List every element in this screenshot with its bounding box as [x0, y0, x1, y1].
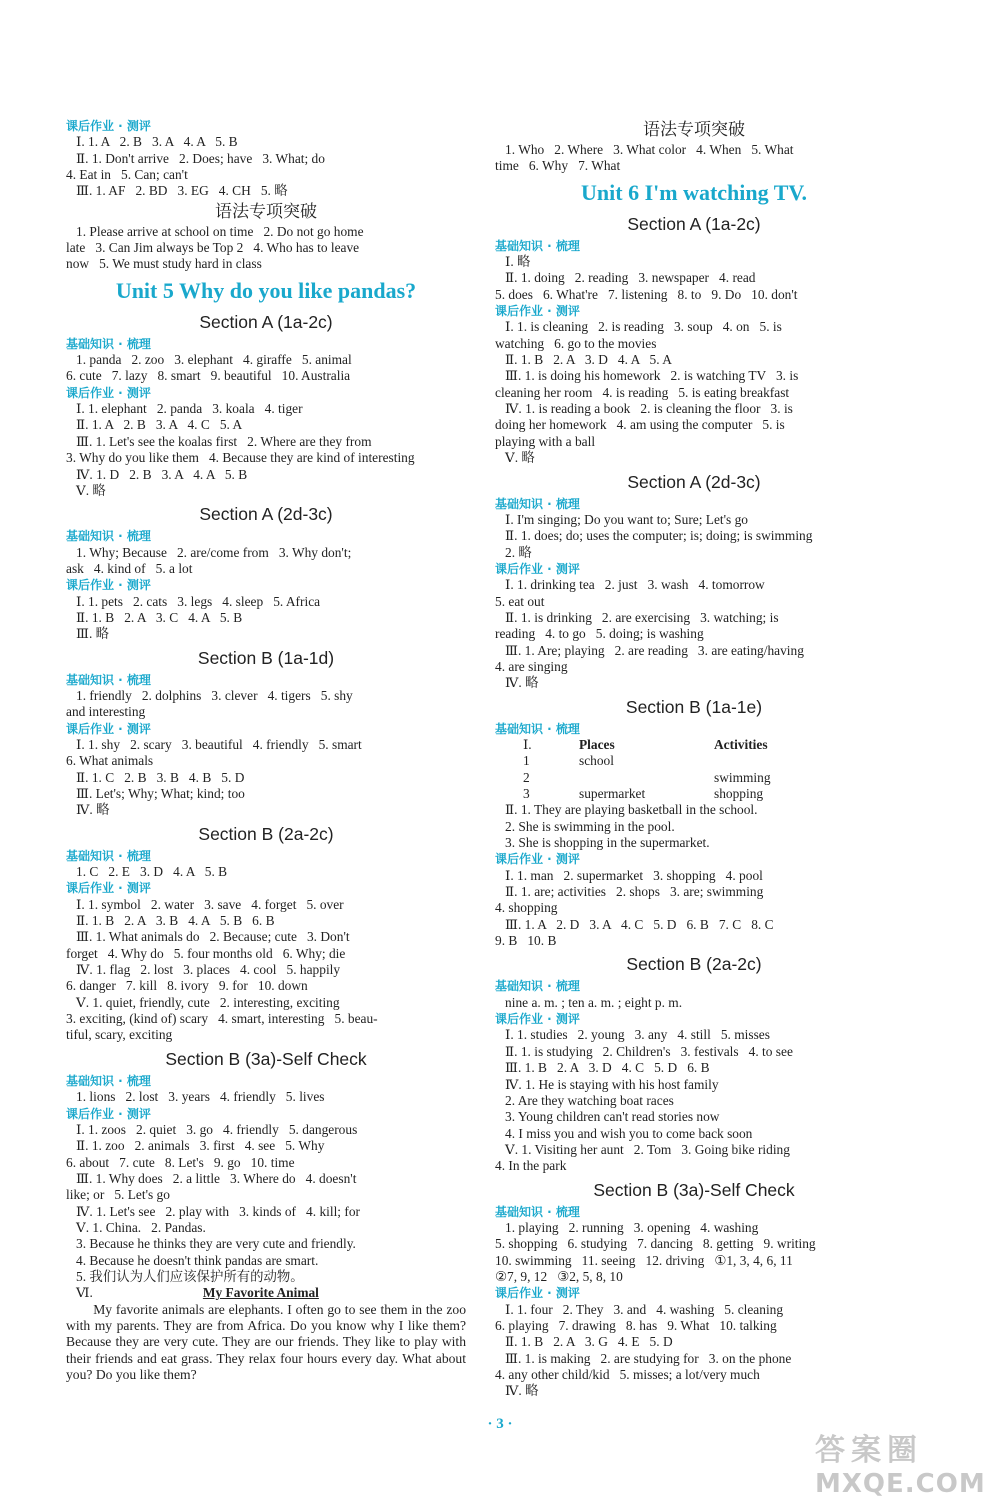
answer-line: 3. She is shopping in the supermarket.: [495, 835, 710, 851]
answer-line: Ⅲ. 1. AF 2. BD 3. EG 4. CH 5. 略: [66, 183, 288, 199]
answer-line: forget 4. Why do 5. four months old 6. Why; die: [66, 945, 346, 961]
answer-line: 1. C 2. E 3. D 4. A 5. B: [66, 864, 228, 880]
answer-line: Ⅰ. 1. shy 2. scary 3. beautiful 4. friendly 5. smart: [66, 736, 362, 752]
answer-line: Ⅱ. 1. A 2. B 3. A 4. C 5. A: [66, 417, 243, 433]
answer-line: Ⅳ. 1. D 2. B 3. A 4. A 5. B: [66, 466, 248, 482]
answer-line: Ⅰ. 1. zoos 2. quiet 3. go 4. friendly 5. dangerous: [66, 1121, 358, 1137]
answer-line: Ⅱ. 1. does; do; uses the computer; is; doing; is swimming: [495, 528, 813, 544]
answer-line: Ⅲ. 1. A 2. D 3. A 4. C 5. D 6. B 7. C 8. C: [495, 916, 774, 932]
page-number: · 3 ·: [487, 1416, 513, 1432]
answer-line: 4. are singing: [495, 658, 568, 674]
answer-line: Ⅳ. 1. He is staying with his host family: [495, 1076, 719, 1092]
answer-line: Ⅱ. 1. zoo 2. animals 3. first 4. see 5. Why: [66, 1138, 325, 1154]
answer-line: 6. What animals: [66, 753, 154, 769]
answer-line: Ⅲ. 1. What animals do 2. Because; cute 3. Don't: [66, 929, 350, 945]
section-heading: Section A (2d-3c): [199, 504, 333, 525]
section-heading: Section A (2d-3c): [627, 471, 761, 492]
section-heading: Section B (3a)-Self Check: [165, 1048, 367, 1069]
table-cell: shopping: [714, 786, 764, 801]
table-cell: 2: [523, 769, 530, 785]
section-heading: Section A (1a-2c): [199, 311, 333, 332]
table-cell: 1: [523, 753, 530, 769]
answer-line: Ⅱ. 1. is studying 2. Children's 3. festivals 4. to see: [495, 1043, 793, 1059]
answer-line: Ⅴ. 略: [495, 450, 535, 466]
answer-line: Ⅲ. 1. Let's see the koalas first 2. Where are they from: [66, 433, 372, 449]
category-tag: 基础知识 · 梳理: [495, 979, 580, 994]
table-row: [495, 786, 893, 802]
answer-line: 3. Young children can't read stories now: [495, 1109, 720, 1125]
answer-line: 2. Are they watching boat races: [495, 1092, 674, 1108]
table-cell: 3: [523, 786, 530, 801]
unit-title: Unit 5 Why do you like pandas?: [115, 277, 417, 303]
category-tag: 基础知识 · 梳理: [66, 529, 151, 544]
answer-line: Ⅰ. 1. four 2. They 3. and 4. washing 5. cleaning: [495, 1301, 784, 1317]
table-cell: supermarket: [579, 786, 646, 801]
category-tag: 课后作业 · 测评: [66, 721, 151, 736]
answer-line: Ⅲ. 略: [66, 626, 110, 642]
answer-line: Ⅱ. 1. C 2. B 3. B 4. B 5. D: [66, 769, 245, 785]
answer-line: tiful, scary, exciting: [66, 1027, 173, 1043]
unit-title: Unit 6 I'm watching TV.: [581, 179, 807, 205]
answer-line: Ⅱ. 1. doing 2. reading 3. newspaper 4. read: [495, 270, 756, 286]
answer-line: 4. In the park: [495, 1158, 567, 1174]
category-tag: 基础知识 · 梳理: [66, 1073, 151, 1088]
category-tag: 基础知识 · 梳理: [495, 1204, 580, 1219]
answer-line: Ⅲ. 1. B 2. A 3. D 4. C 5. D 6. B: [495, 1060, 710, 1076]
answer-line: 6. playing 7. drawing 8. has 9. What 10. talking: [495, 1317, 777, 1333]
answer-line: Ⅳ. 1. flag 2. lost 3. places 4. cool 5. happily: [66, 962, 341, 978]
category-tag: 基础知识 · 梳理: [66, 848, 151, 863]
answer-line: 5. 我们认为人们应该保护所有的动物。: [66, 1268, 304, 1284]
category-tag: 基础知识 · 梳理: [66, 336, 151, 351]
answer-line: Ⅴ. 1. quiet, friendly, cute 2. interesting, exciting: [66, 994, 340, 1010]
answer-line: Ⅰ. 1. A 2. B 3. A 4. A 5. B: [66, 134, 238, 150]
table-cell: Ⅰ.: [523, 736, 532, 752]
table-cell: [714, 753, 834, 769]
answer-line: now 5. We must study hard in class: [66, 256, 262, 272]
answer-line: like; or 5. Let's go: [66, 1187, 170, 1203]
answer-line: Ⅲ. Let's; Why; What; kind; too: [66, 786, 245, 801]
answer-line: late 3. Can Jim always be Top 2 4. Who has to leave: [66, 240, 360, 256]
answer-line: Ⅳ. 略: [495, 675, 539, 691]
answer-line: Ⅰ. 1. elephant 2. panda 3. koala 4. tiger: [66, 401, 303, 417]
answer-line: 1. lions 2. lost 3. years 4. friendly 5. lives: [66, 1089, 325, 1105]
answer-line: cleaning her room 4. is reading 5. is eating breakfast: [495, 384, 790, 400]
answer-line: 4. shopping: [495, 900, 558, 916]
watermark-url: MXQE.COM: [815, 1469, 986, 1499]
answer-line: watching 6. go to the movies: [495, 335, 657, 351]
grammar-heading: 语法专项突破: [643, 120, 745, 140]
category-tag: 课后作业 · 测评: [66, 385, 151, 400]
answer-line: Ⅰ. 1. symbol 2. water 3. save 4. forget 5. over: [66, 896, 344, 912]
answer-line: Ⅱ. 1. They are playing basketball in the school.: [495, 802, 758, 818]
section-heading: Section B (1a-1d): [197, 647, 335, 668]
answer-line: Ⅰ. 1. drinking tea 2. just 3. wash 4. tomorrow: [495, 577, 765, 593]
answer-line: 9. B 10. B: [495, 933, 557, 949]
table-cell: school: [579, 753, 614, 769]
table-row: [495, 770, 893, 786]
answer-line: and interesting: [66, 704, 146, 720]
answer-line: ②7, 9, 12 ③2, 5, 8, 10: [495, 1268, 623, 1284]
answer-line: 5. does 6. What're 7. listening 8. to 9. Do 10. don't: [495, 286, 798, 302]
category-tag: 基础知识 · 梳理: [495, 721, 580, 736]
section-heading: Section A (1a-2c): [627, 213, 761, 234]
answer-line: Ⅴ. 1. China. 2. Pandas.: [66, 1219, 206, 1235]
table-cell: Places: [579, 736, 615, 752]
answer-line: doing her homework 4. am using the computer 5. is: [495, 417, 785, 433]
category-tag: 课后作业 · 测评: [495, 1286, 580, 1301]
answer-line: 10. swimming 11. seeing 12. driving ①1, 3, 4, 6, 11: [495, 1252, 793, 1268]
category-tag: 课后作业 · 测评: [495, 561, 580, 576]
category-tag: 课后作业 · 测评: [66, 1106, 151, 1121]
table-cell: Activities: [714, 736, 768, 752]
answer-line: Ⅱ. 1. B 2. A 3. D 4. A 5. A: [495, 352, 672, 368]
answer-line: 6. danger 7. kill 8. ivory 9. for 10. down: [66, 978, 308, 994]
answer-line: Ⅴ. 略: [66, 482, 106, 498]
category-tag: 课后作业 · 测评: [495, 304, 580, 319]
answer-line: reading 4. to go 5. doing; is washing: [495, 626, 704, 642]
answer-line: 3. Why do you like them 4. Because they are kind of interesting: [66, 450, 415, 466]
answer-line: 1. playing 2. running 3. opening 4. washing: [495, 1219, 759, 1235]
table-row: [495, 753, 893, 769]
category-tag: 基础知识 · 梳理: [495, 238, 580, 253]
answer-line: 2. She is swimming in the pool.: [495, 818, 675, 834]
answer-line: 2. 略: [495, 544, 532, 560]
answer-line: Ⅰ. 略: [495, 254, 531, 270]
category-tag: 基础知识 · 梳理: [495, 496, 580, 511]
essay-title-line: [66, 1285, 466, 1301]
watermark-logo: [815, 1425, 986, 1499]
answer-line: 3. Because he thinks they are very cute and friendly.: [66, 1236, 356, 1252]
answer-line: Ⅱ. 1. Don't arrive 2. Does; have 3. What; do: [66, 150, 325, 166]
answer-line: 6. cute 7. lazy 8. smart 9. beautiful 10. Australia: [66, 368, 351, 384]
answer-line: 4. I miss you and wish you to come back soon: [495, 1125, 753, 1141]
section-heading: Section B (2a-2c): [198, 823, 334, 844]
answer-line: 1. Why; Because 2. are/come from 3. Why don't;: [66, 544, 352, 560]
answer-line: 4. Because he doesn't think pandas are smart.: [66, 1252, 319, 1268]
category-tag: 课后作业 · 测评: [495, 1012, 580, 1027]
answer-line: Ⅳ. 1. Let's see 2. play with 3. kinds of 4. kill; for: [66, 1203, 360, 1219]
answer-line: Ⅳ. 略: [66, 802, 110, 818]
essay-title: My Favorite Animal: [202, 1285, 319, 1301]
answer-line: Ⅱ. 1. B 2. A 3. B 4. A 5. B 6. B: [66, 913, 275, 929]
answer-line: Ⅰ. 1. pets 2. cats 3. legs 4. sleep 5. Africa: [66, 593, 321, 609]
category-tag: 课后作业 · 测评: [66, 119, 151, 133]
left-column: [66, 118, 466, 1383]
section-heading: Section B (1a-1e): [625, 696, 763, 717]
answer-line: 6. about 7. cute 8. Let's 9. go 10. time: [66, 1154, 295, 1170]
answer-line: 1. friendly 2. dolphins 3. clever 4. tigers 5. shy: [66, 687, 353, 703]
section-numeral: Ⅵ.: [66, 1285, 93, 1301]
answer-line: Ⅰ. I'm singing; Do you want to; Sure; Let's go: [495, 511, 748, 527]
category-tag: 课后作业 · 测评: [66, 881, 151, 896]
answer-line: playing with a ball: [495, 433, 596, 449]
answer-line: 1. Who 2. Where 3. What color 4. When 5. What: [495, 142, 794, 157]
table-cell: [579, 770, 714, 786]
section-heading: Section B (3a)-Self Check: [593, 1179, 795, 1200]
answer-line: 4. Eat in 5. Can; can't: [66, 167, 188, 183]
category-tag: 课后作业 · 测评: [66, 578, 151, 593]
answer-line: Ⅱ. 1. B 2. A 3. G 4. E 5. D: [495, 1334, 673, 1350]
answer-line: 4. any other child/kid 5. misses; a lot/very much: [495, 1367, 760, 1382]
answer-line: 3. exciting, (kind of) scary 4. smart, interesting 5. beau-: [66, 1011, 378, 1027]
answer-line: Ⅱ. 1. B 2. A 3. C 4. A 5. B: [66, 609, 243, 625]
answer-line: Ⅳ. 略: [495, 1383, 539, 1399]
watermark-text: 答案圈: [815, 1433, 923, 1468]
answer-line: Ⅱ. 1. are; activities 2. shops 3. are; swimming: [495, 884, 764, 900]
category-tag: 基础知识 · 梳理: [66, 672, 151, 687]
answer-line: nine a. m. ; ten a. m. ; eight p. m.: [495, 994, 683, 1010]
answer-line: Ⅴ. 1. Visiting her aunt 2. Tom 3. Going bike riding: [495, 1141, 790, 1157]
answer-line: Ⅲ. 1. Are; playing 2. are reading 3. are eating/having: [495, 642, 804, 658]
answer-line: Ⅰ. 1. is cleaning 2. is reading 3. soup 4. on 5. is: [495, 319, 782, 335]
answer-line: Ⅳ. 1. is reading a book 2. is cleaning the floor 3. is: [495, 401, 793, 417]
answer-line: Ⅲ. 1. Why does 2. a little 3. Where do 4. doesn't: [66, 1170, 357, 1186]
answer-line: Ⅲ. 1. is doing his homework 2. is watching TV 3. is: [495, 368, 799, 384]
activity-table: [495, 737, 893, 802]
section-heading: Section B (2a-2c): [626, 954, 762, 975]
answer-line: 5. shopping 6. studying 7. dancing 8. getting 9. writing: [495, 1236, 816, 1252]
right-column: [495, 118, 893, 1400]
table-row: [495, 737, 893, 753]
essay-paragraph: My favorite animals are elephants. I often go to see them in the zoo with my parents. They are from Africa. Do you know why I like them? Because they are very cute. They are our friends. They like to play with their friends and eat grass. They relax four hours every day. What about you? Do you like them?: [66, 1301, 466, 1382]
answer-line: ask 4. kind of 5. a lot: [66, 560, 193, 576]
answer-line: time 6. Why 7. What: [495, 158, 621, 174]
answer-line: Ⅰ. 1. studies 2. young 3. any 4. still 5. misses: [495, 1027, 770, 1043]
table-cell: swimming: [714, 769, 771, 785]
category-tag: 课后作业 · 测评: [495, 852, 580, 867]
answer-line: Ⅱ. 1. is drinking 2. are exercising 3. watching; is: [495, 609, 779, 625]
answer-line: Ⅲ. 1. is making 2. are studying for 3. on the phone: [495, 1350, 792, 1366]
answer-line: 1. panda 2. zoo 3. elephant 4. giraffe 5. animal: [66, 352, 352, 368]
answer-line: 1. Please arrive at school on time 2. Do not go home: [66, 223, 364, 239]
answer-line: Ⅰ. 1. man 2. supermarket 3. shopping 4. pool: [495, 867, 763, 883]
grammar-heading: 语法专项突破: [215, 201, 317, 222]
answer-line: 5. eat out: [495, 593, 545, 609]
